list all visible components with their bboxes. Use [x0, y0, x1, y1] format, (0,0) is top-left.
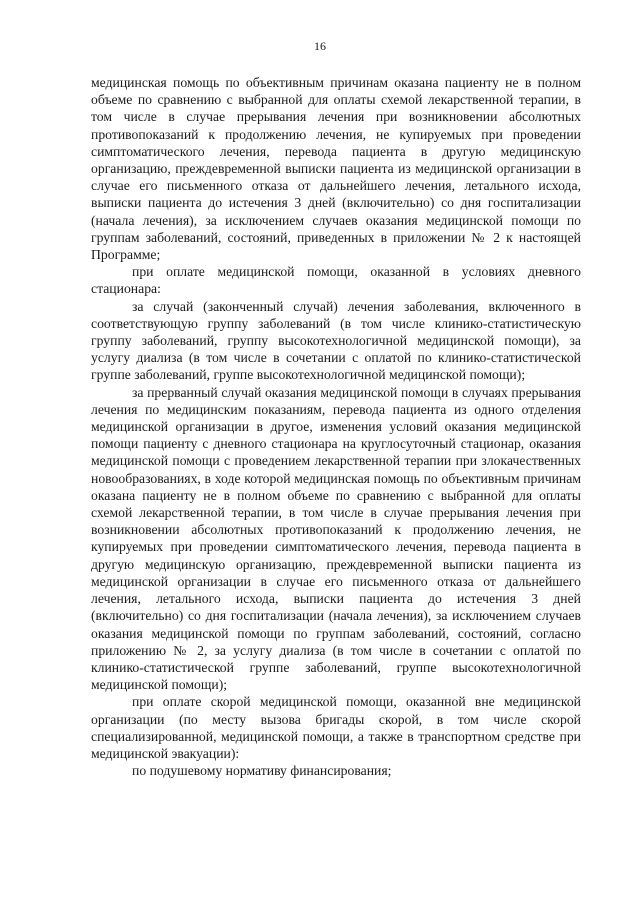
paragraph-continuation: медицинская помощь по объективным причинам оказана пациенту не в полном объеме по сравнению с выбранной для оплаты схемой лекарственной терапии, в том числе в случае прерывания лечения при возникновении абсолютных противопоказаний к продолжению лечения, не купируемых при проведении симптоматического лечения, перевода пациента в другую медицинскую организацию, преждевременной выписки пациента из медицинской организации в случае его письменного отказа от дальнейшего лечения, летального исхода, выписки пациента до истечения 3 дней (включительно) со дня госпитализации (начала лечения), за исключением случаев оказания медицинской помощи по группам заболеваний, состояний, приведенных в приложении № 2 к настоящей Программе;: [91, 75, 581, 263]
paragraph-interrupted-case: за прерванный случай оказания медицинской помощи в случаях прерывания лечения по медицинским показаниям, перевода пациента из одного отделения медицинской организации в другое, изменения условий оказания медицинской помощи пациенту с дневного стационара на круглосуточный стационар, оказания медицинской помощи с проведением лекарственной терапии при злокачественных новообразованиях, в ходе которой медицинская помощь по объективным причинам оказана пациенту не в полном объеме по сравнению с выбранной для оплаты схемой лекарственной терапии, в том числе в случае прерывания лечения при возникновении абсолютных противопоказаний к продолжению лечения, не купируемых при проведении симптоматического лечения, перевода пациента в другую медицинскую организацию, преждевременной выписки пациента из медицинской организации в случае его письменного отказа от дальнейшего лечения, летального исхода, выписки пациента до истечения 3 дней (включительно) со дня госпитализации (начала лечения), за исключением случаев оказания медицинской помощи по группам заболеваний, состояний, согласно приложению № 2, за услугу диализа (в том числе в сочетании с оплатой по клинико-статистической группе заболеваний, группе высокотехнологичной медицинской помощи);: [91, 384, 581, 693]
paragraph-per-capita-norm: по подушевому нормативу финансирования;: [132, 763, 392, 779]
paragraph-day-hospital-payment: при оплате медицинской помощи, оказанной в условиях дневного стационара:: [91, 264, 581, 297]
paragraph-emergency-care-payment: при оплате скорой медицинской помощи, оказанной вне медицинской организации (по месту вызова бригады скорой, в том числе скорой специализированной, медицинской помощи, а также в транспортном средстве при медицинской эвакуации):: [91, 694, 581, 761]
page-number: 16: [314, 39, 326, 53]
paragraph-completed-case: за случай (законченный случай) лечения заболевания, включенного в соответствующую группу заболеваний (в том числе клинико-статистическую группу заболеваний, группу высокотехнологичной медицинской помощи), за услугу диализа (в том числе в сочетании с оплатой по клинико-статистической группе заболеваний, группе высокотехнологичной медицинской помощи);: [91, 298, 581, 383]
document-body: [91, 74, 581, 779]
